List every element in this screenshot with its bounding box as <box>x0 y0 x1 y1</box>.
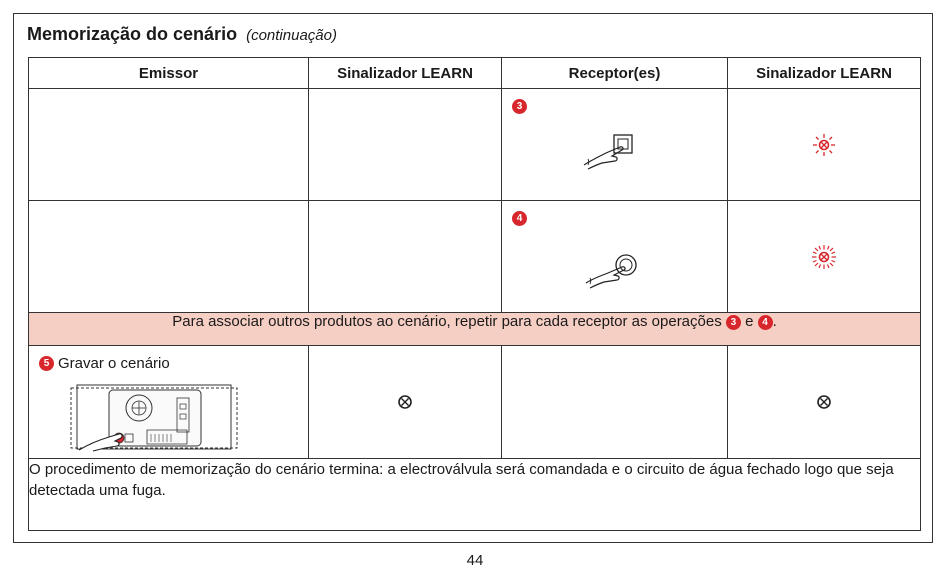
final-text: O procedimento de memorização do cenário termina: a electroválvula será comandada e o circuito de água fechado logo que seja detectada uma fuga. <box>29 459 921 531</box>
cell-emissor-step4 <box>29 201 309 313</box>
note-cell <box>29 313 921 346</box>
cell-learn1-step3 <box>309 89 502 201</box>
title-text: Memorização do cenário <box>27 24 238 44</box>
col-header-receptor: Receptor(es) <box>502 58 728 89</box>
col-header-emissor: Emissor <box>29 58 309 89</box>
cell-learn2-step3 <box>728 89 921 201</box>
cell-learn2-step5 <box>728 346 921 459</box>
step5-title: Gravar o cenário <box>58 354 170 372</box>
scenario-table <box>28 57 921 531</box>
col-header-learn-2: Sinalizador LEARN <box>728 58 921 89</box>
table-row-step5 <box>29 346 921 459</box>
cell-learn1-step5 <box>309 346 502 459</box>
led-steady-icon <box>397 394 413 410</box>
note-conjunction: e <box>745 313 754 330</box>
finger-press-round-button-icon <box>582 249 642 289</box>
header-row <box>29 58 921 89</box>
cell-receptor-step3 <box>502 89 728 201</box>
col-header-learn-1: Sinalizador LEARN <box>309 58 502 89</box>
page-number: 44 <box>466 552 484 569</box>
note-end: . <box>772 313 777 330</box>
table-row-step4 <box>29 201 921 313</box>
led-steady-icon <box>816 394 832 410</box>
cell-emissor-step5 <box>29 346 309 459</box>
note-ref-4: 4 <box>758 315 773 330</box>
table-row-final <box>29 459 921 531</box>
cell-learn1-step4 <box>309 201 502 313</box>
note-text: Para associar outros produtos ao cenário, repetir para cada receptor as operações <box>172 313 722 330</box>
finger-press-square-button-icon <box>580 131 640 171</box>
title-suffix: (continuação) <box>246 27 337 44</box>
table-row-step3 <box>29 89 921 201</box>
led-blinking-icon <box>811 132 837 158</box>
cell-learn2-step4 <box>728 201 921 313</box>
cell-receptor-step5 <box>502 346 728 459</box>
note-ref-3: 3 <box>726 315 741 330</box>
device-module-icon <box>69 382 239 452</box>
cell-receptor-step4 <box>502 201 728 313</box>
page-title <box>27 24 337 45</box>
step-badge-4: 4 <box>512 211 527 226</box>
table-row-note <box>29 313 921 346</box>
cell-emissor-step3 <box>29 89 309 201</box>
led-fast-blinking-icon <box>810 243 838 271</box>
step-badge-5: 5 <box>39 356 54 371</box>
step-badge-3: 3 <box>512 99 527 114</box>
step5-label <box>39 354 170 372</box>
